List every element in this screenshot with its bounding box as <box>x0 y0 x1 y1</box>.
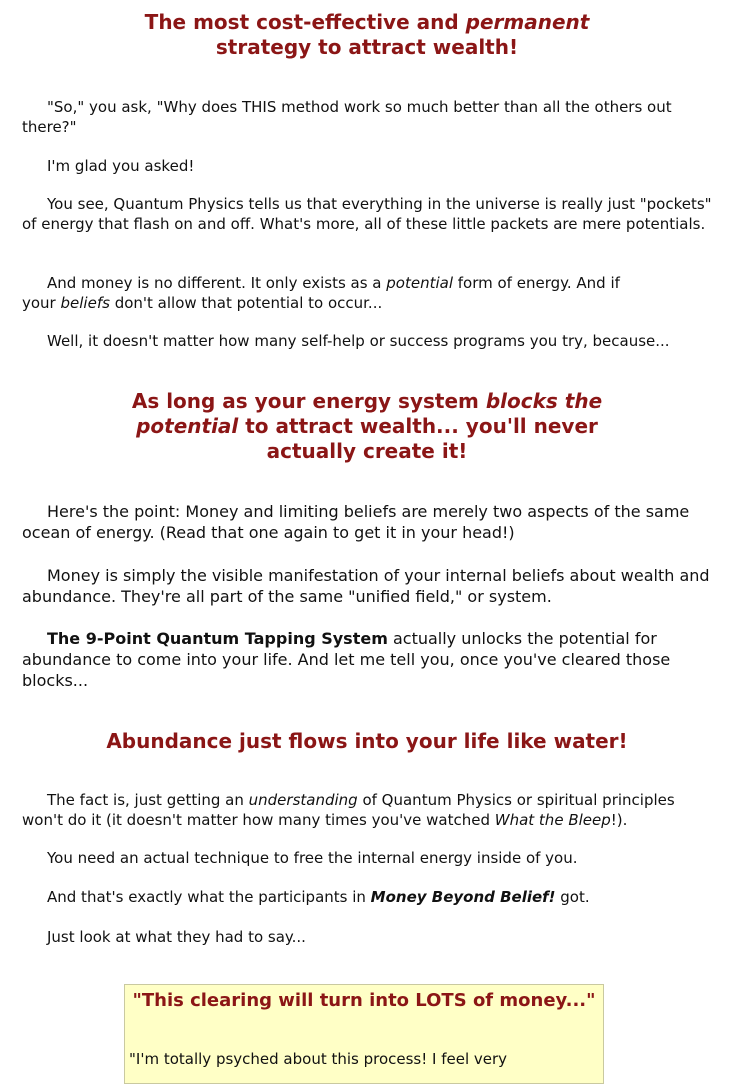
heading1-line2: strategy to attract wealth! <box>215 35 519 59</box>
heading-energy-system: As long as your energy system blocks the potential to attract wealth... you'll never actually create it! <box>131 389 603 463</box>
testimonial-title: "This clearing will turn into LOTS of money..." <box>132 990 596 1011</box>
paragraph-money-no-different: And money is no different. It only exists as a potential form of energy. And if your beliefs don't allow that potential to occur... <box>22 274 620 312</box>
paragraph-heres-the-point: Here's the point: Money and limiting beliefs are merely two aspects of the same ocean of energy. (Read that one again to get it in your head!) <box>22 502 690 542</box>
paragraph-glad-you-asked: I'm glad you asked! <box>47 157 195 175</box>
testimonial-text: "I'm totally psyched about this process! I feel very <box>129 1050 508 1068</box>
product-name: The 9-Point Quantum Tapping System <box>47 629 388 648</box>
paragraph-look-what-they-said: Just look at what they had to say... <box>47 928 306 946</box>
paragraph-doesnt-matter: Well, it doesn't matter how many self-help or success programs you try, because... <box>47 332 670 350</box>
paragraph-visible-manifestation: Money is simply the visible manifestation of your internal beliefs about wealth and abundance. They're all part of the same "unified field," or system. <box>22 566 710 606</box>
paragraph-so-you-ask: "So," you ask, "Why does THIS method work so much better than all the others out there?" <box>22 98 672 136</box>
heading-abundance-flows: Abundance just flows into your life like water! <box>106 729 628 753</box>
heading1-emphasis: permanent <box>465 10 590 34</box>
paragraph-participants: And that's exactly what the participants in Money Beyond Belief! got. <box>47 888 590 906</box>
heading1-text: The most cost-effective and <box>144 10 466 34</box>
paragraph-quantum-physics: You see, Quantum Physics tells us that everything in the universe is really just "pockets" of energy that flash on and off. What's more, all of these little packets are mere potentials. <box>22 195 712 233</box>
paragraph-tapping-system: The 9-Point Quantum Tapping System actually unlocks the potential for abundance to come into your life. And let me tell you, once you've cleared those blocks... <box>22 629 671 690</box>
heading-cost-effective <box>0 10 734 60</box>
paragraph-actual-technique: You need an actual technique to free the internal energy inside of you. <box>47 849 578 867</box>
testimonial-box <box>124 984 604 1084</box>
paragraph-fact-is: The fact is, just getting an understanding of Quantum Physics or spiritual principles won't do it (it doesn't matter how many times you've watched What the Bleep!). <box>22 791 675 829</box>
program-name: Money Beyond Belief! <box>370 888 556 906</box>
